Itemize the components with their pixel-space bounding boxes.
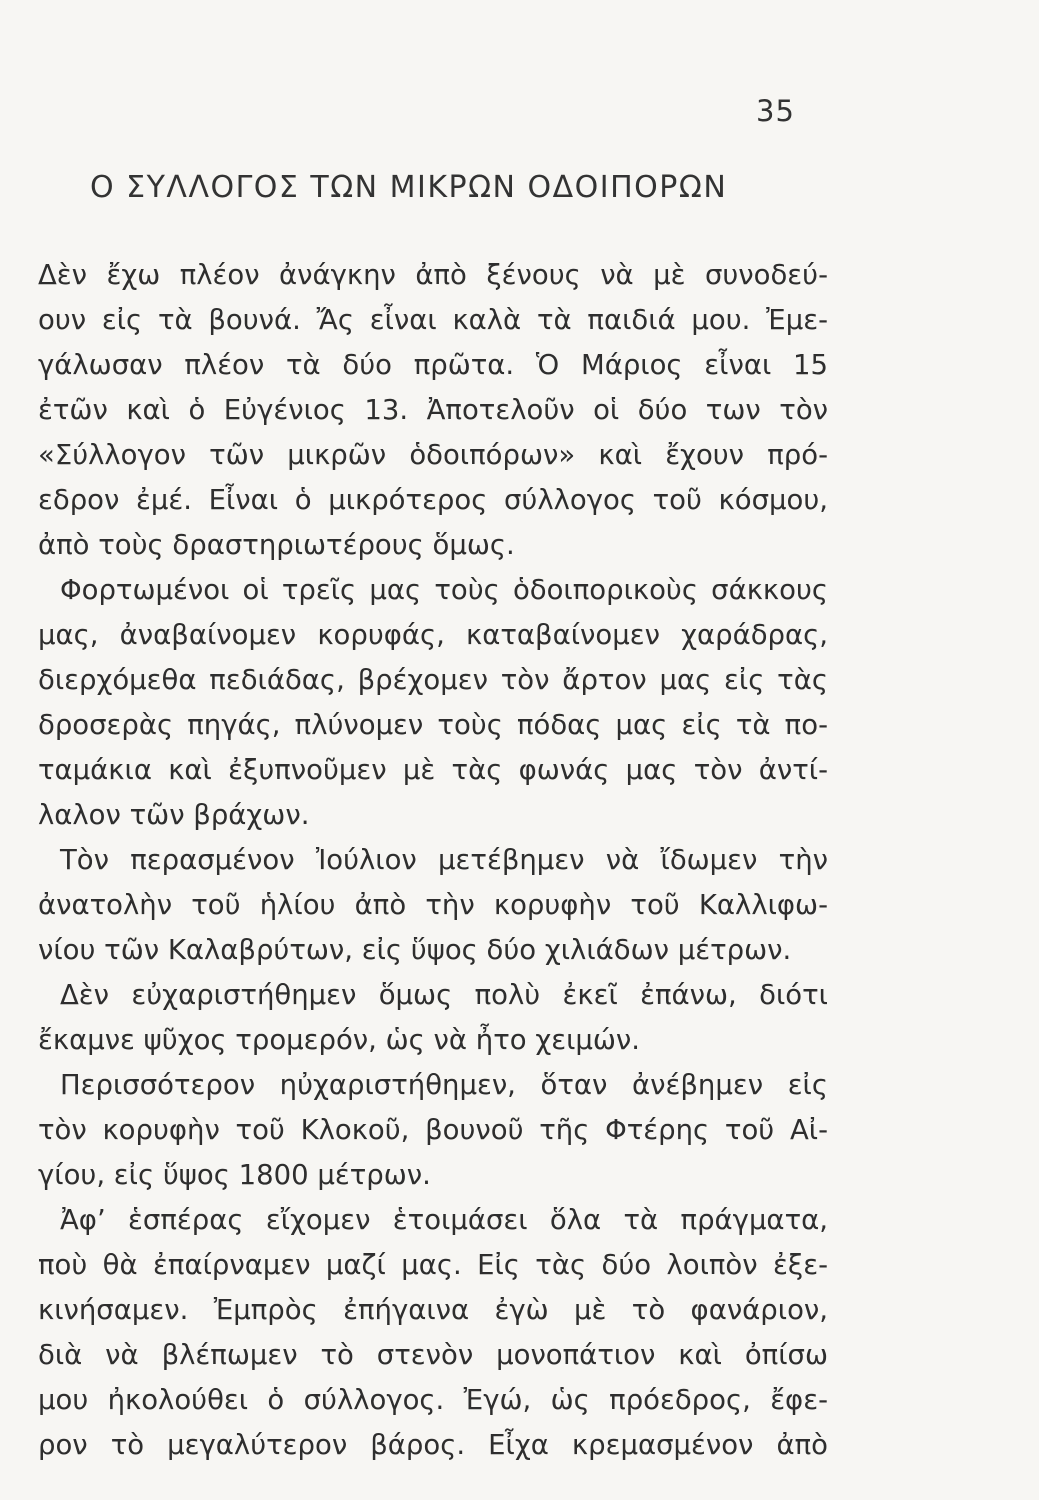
text-line: Φορτωμένοι οἱ τρεῖς μας τοὺς ὁδοιπορικοὺς σάκκους: [60, 574, 828, 606]
text-line: εδρον ἐμέ. Εἶναι ὁ μικρότερος σύλλογος τοῦ κόσμου,: [38, 484, 828, 516]
text-line: Δὲν εὐχαριστήθημεν ὅμως πολὺ ἐκεῖ ἐπάνω, διότι: [60, 979, 828, 1011]
text-line: Ἀφ’ ἑσπέρας εἴχομεν ἑτοιμάσει ὅλα τὰ πράγματα,: [60, 1204, 828, 1236]
text-line: ἔκαμνε ψῦχος τρομερόν, ὡς νὰ ἦτο χειμών.: [38, 1024, 641, 1056]
text-line: ἀνατολὴν τοῦ ἡλίου ἀπὸ τὴν κορυφὴν τοῦ Καλλιφω-: [38, 889, 828, 921]
text-line: λαλον τῶν βράχων.: [38, 799, 310, 831]
text-line: γάλωσαν πλέον τὰ δύο πρῶτα. Ὁ Μάριος εἶναι 15: [38, 349, 828, 381]
text-line: «Σύλλογον τῶν μικρῶν ὁδοιπόρων» καὶ ἔχουν πρό-: [38, 439, 828, 471]
page-number: 35: [756, 94, 795, 128]
text-line: ουν εἰς τὰ βουνά. Ἄς εἶναι καλὰ τὰ παιδιά μου. Ἐμε-: [38, 304, 828, 336]
text-line: Περισσότερον ηὐχαριστήθημεν, ὅταν ἀνέβημεν εἰς: [60, 1069, 828, 1101]
text-line: ἐτῶν καὶ ὁ Εὐγένιος 13. Ἀποτελοῦν οἱ δύο των τὸν: [38, 394, 828, 426]
text-line: Δὲν ἔχω πλέον ἀνάγκην ἀπὸ ξένους νὰ μὲ συνοδεύ-: [38, 259, 828, 291]
chapter-title: Ο ΣΥΛΛΟΓΟΣ ΤΩΝ ΜΙΚΡΩΝ ΟΔΟΙΠΟΡΩΝ: [90, 170, 728, 205]
text-line: μου ἠκολούθει ὁ σύλλογος. Ἐγώ, ὡς πρόεδρος, ἔφε-: [38, 1384, 828, 1416]
text-line: ταμάκια καὶ ἐξυπνοῦμεν μὲ τὰς φωνάς μας τὸν ἀντί-: [38, 754, 828, 786]
text-line: δροσερὰς πηγάς, πλύνομεν τοὺς πόδας μας εἰς τὰ πο-: [38, 709, 828, 741]
text-line: διὰ νὰ βλέπωμεν τὸ στενὸν μονοπάτιον καὶ ὀπίσω: [38, 1339, 828, 1371]
text-line: ποὺ θὰ ἐπαίρναμεν μαζί μας. Εἰς τὰς δύο λοιπὸν ἐξε-: [38, 1249, 828, 1281]
text-line: ἀπὸ τοὺς δραστηριωτέρους ὅμως.: [38, 529, 515, 561]
text-line: τὸν κορυφὴν τοῦ Κλοκοῦ, βουνοῦ τῆς Φτέρης τοῦ Αἰ-: [38, 1114, 828, 1146]
text-line: Τὸν περασμένον Ἰούλιον μετέβημεν νὰ ἴδωμεν τὴν: [60, 844, 828, 876]
text-line: μας, ἀναβαίνομεν κορυφάς, καταβαίνομεν χαράδρας,: [38, 619, 828, 651]
text-line: νίου τῶν Καλαβρύτων, εἰς ὕψος δύο χιλιάδων μέτρων.: [38, 934, 792, 966]
text-line: κινήσαμεν. Ἐμπρὸς ἐπήγαινα ἐγὼ μὲ τὸ φανάριον,: [38, 1294, 828, 1326]
text-line: γίου, εἰς ὕψος 1800 μέτρων.: [38, 1159, 431, 1191]
text-line: ρον τὸ μεγαλύτερον βάρος. Εἶχα κρεμασμένον ἀπὸ: [38, 1429, 828, 1461]
text-line: διερχόμεθα πεδιάδας, βρέχομεν τὸν ἄρτον μας εἰς τὰς: [38, 664, 828, 696]
